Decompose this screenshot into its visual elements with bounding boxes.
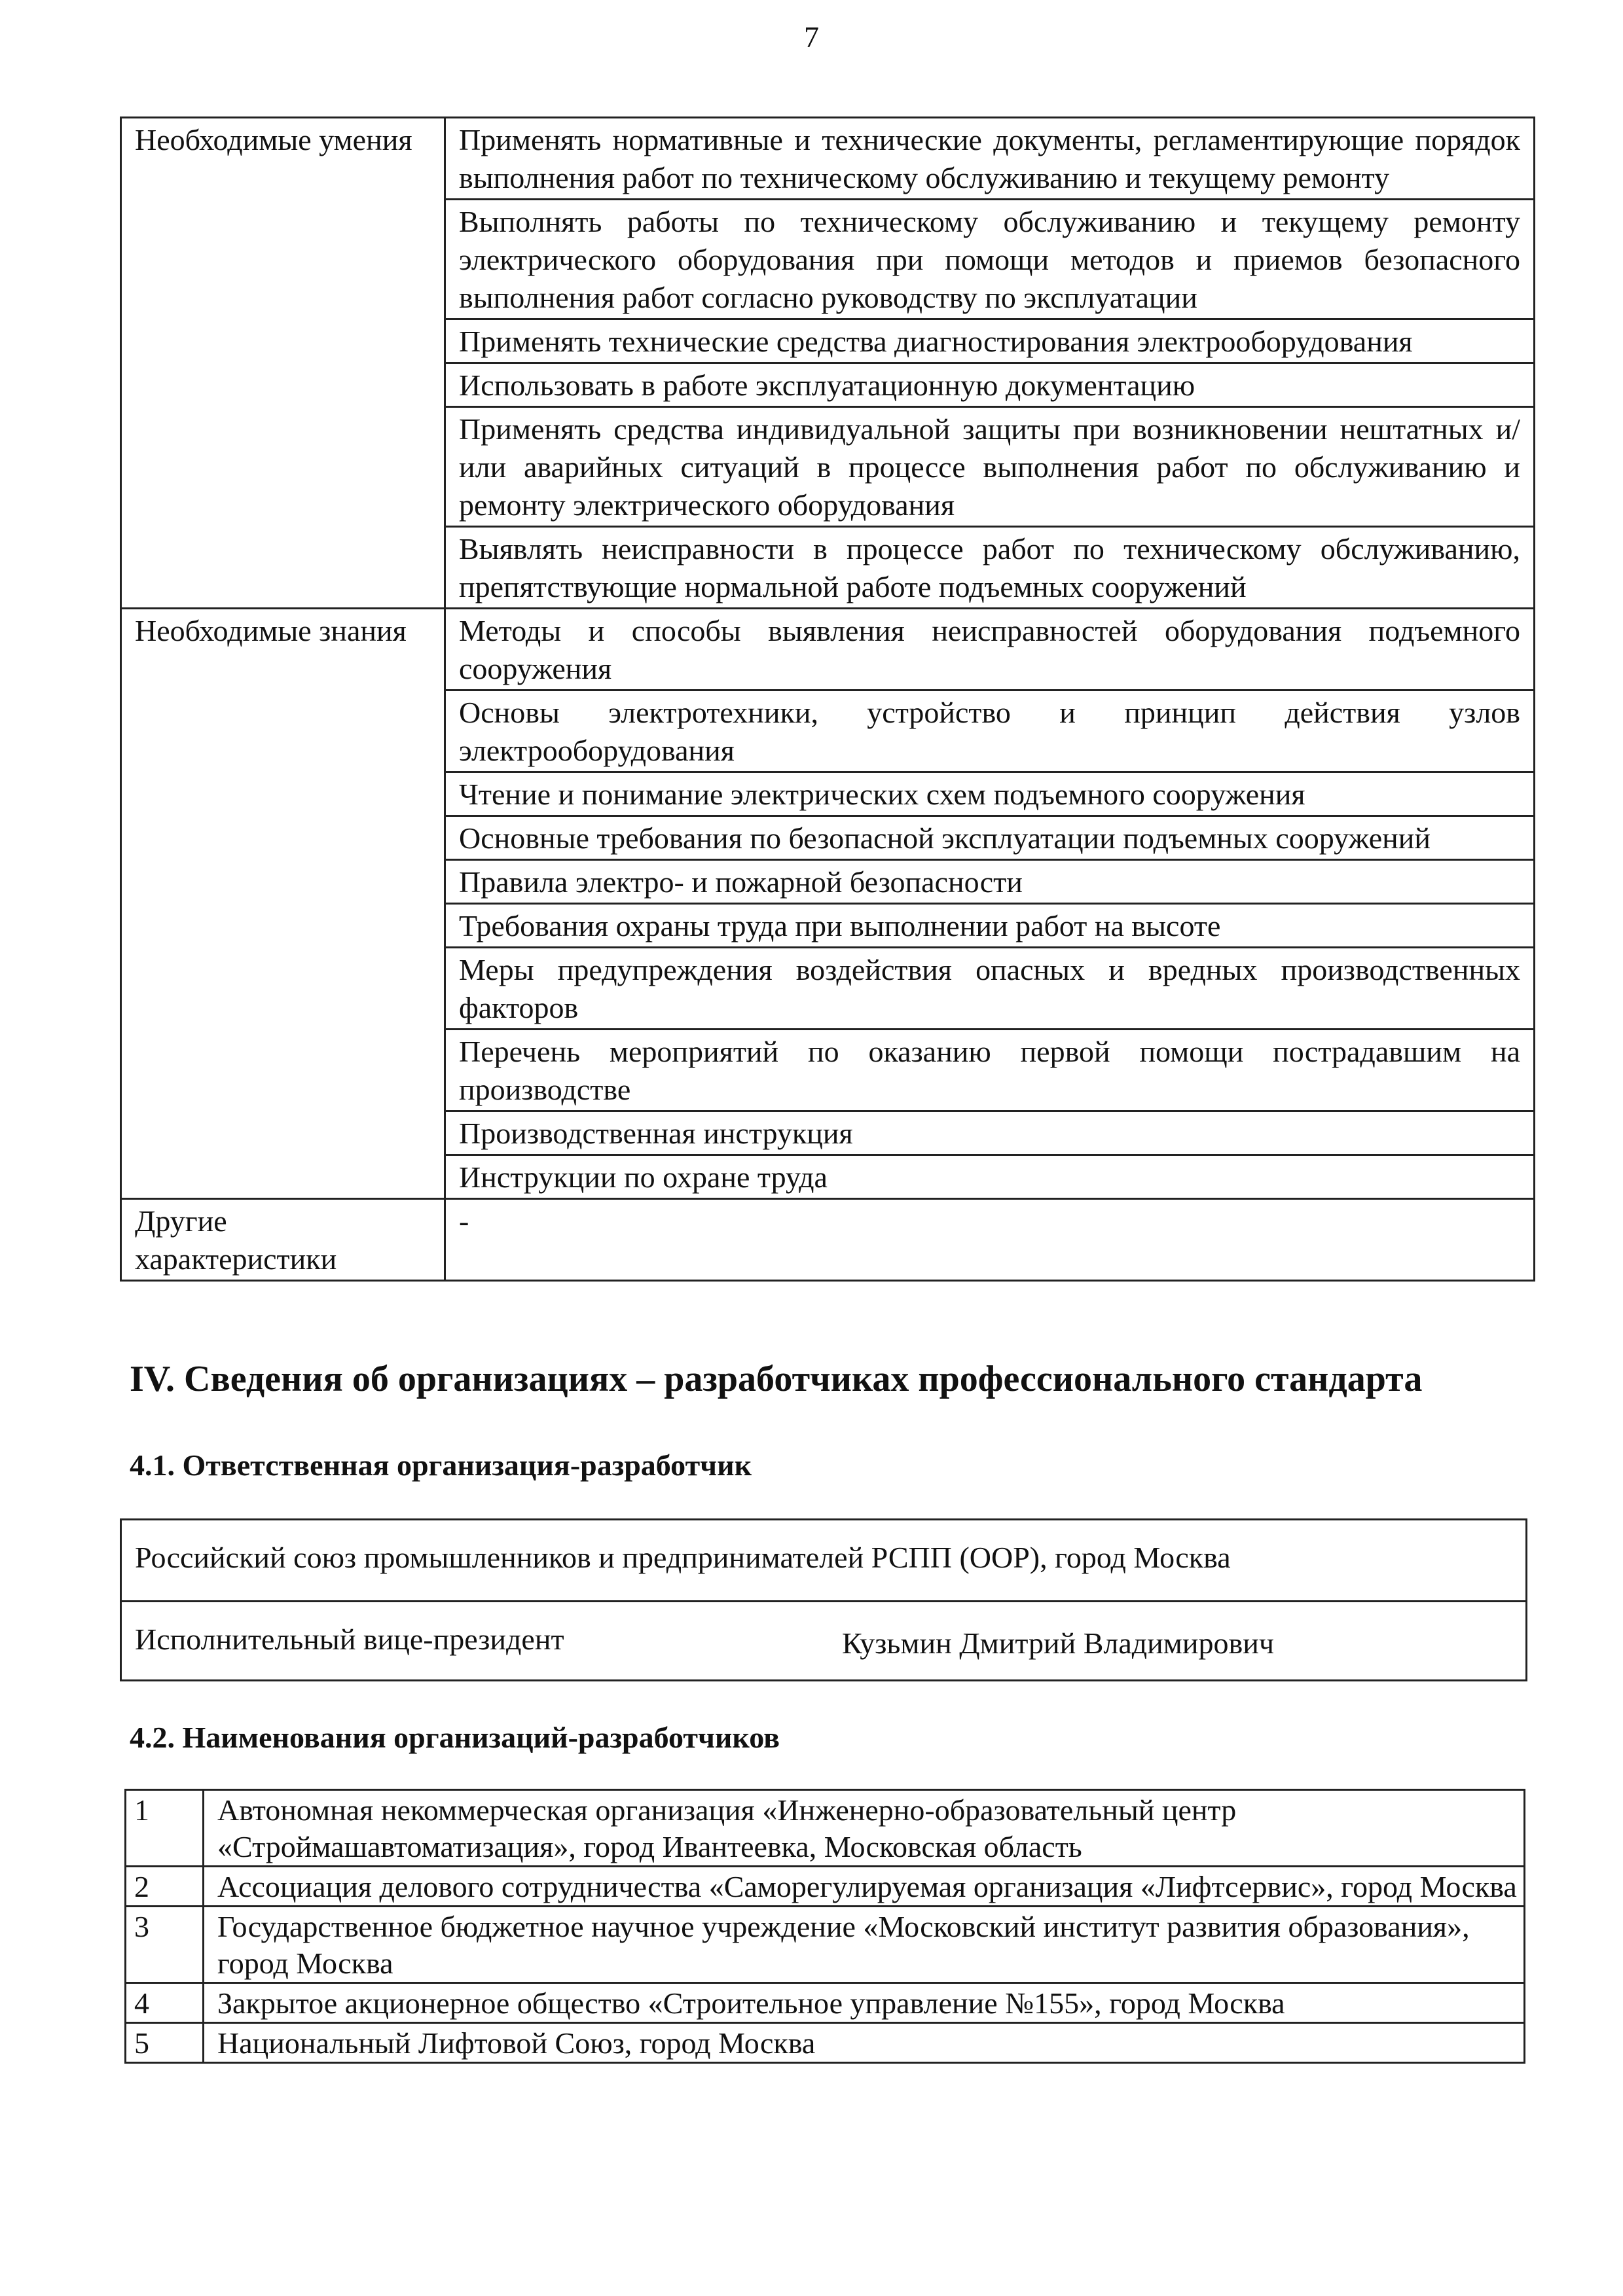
knowledge-item: Чтение и понимание электрических схем подъемного сооружения	[445, 772, 1535, 816]
developer-number: 4	[126, 1983, 204, 2023]
responsible-org-name: Российский союз промышленников и предпринимателей РСПП (ООР), город Москва	[135, 1541, 1231, 1574]
knowledge-item: Инструкции по охране труда	[445, 1155, 1535, 1199]
row-label-knowledge: Необходимые знания	[121, 609, 445, 1199]
developer-name: Государственное бюджетное научное учреждение «Московский институт развития образования», город Москва	[204, 1907, 1525, 1983]
table-row	[126, 2023, 1525, 2063]
skill-item: Применять нормативные и технические документы, регламентирующие порядок выполнения работ по техническому обслуживанию и текущему ремонту	[445, 118, 1535, 200]
table-row	[121, 609, 1535, 691]
skill-item: Применять технические средства диагностирования электрооборудования	[445, 319, 1535, 363]
page-number: 7	[804, 20, 819, 54]
skills-knowledge-table	[120, 117, 1535, 1282]
signatory-position: Исполнительный вице-президент	[135, 1623, 564, 1656]
skill-item: Использовать в работе эксплуатационную документацию	[445, 363, 1535, 407]
knowledge-item: Основные требования по безопасной эксплуатации подъемных сооружений	[445, 816, 1535, 860]
knowledge-item: Правила электро- и пожарной безопасности	[445, 860, 1535, 904]
knowledge-item: Требования охраны труда при выполнении работ на высоте	[445, 904, 1535, 948]
signatory-name: Кузьмин Дмитрий Владимирович	[842, 1626, 1274, 1660]
table-row	[126, 1790, 1525, 1867]
developer-name: Автономная некоммерческая организация «Инженерно-образовательный центр «Строймашавтоматизация», город Ивантеевка, Московская область	[204, 1790, 1525, 1867]
developer-name: Национальный Лифтовой Союз, город Москва	[204, 2023, 1525, 2063]
responsible-org-row	[122, 1520, 1525, 1600]
table-row	[126, 1983, 1525, 2023]
developer-number: 5	[126, 2023, 204, 2063]
section-title: IV. Сведения об организациях – разработчиках профессионального стандарта	[130, 1359, 1423, 1399]
row-label-other: Другие характеристики	[121, 1199, 445, 1281]
table-row	[126, 1867, 1525, 1907]
knowledge-item: Перечень мероприятий по оказанию первой помощи пострадавшим на производстве	[445, 1030, 1535, 1111]
subsection-title-4-2: 4.2. Наименования организаций-разработчиков	[130, 1721, 780, 1754]
table-row	[121, 1199, 1535, 1281]
developer-number: 2	[126, 1867, 204, 1907]
knowledge-item: Методы и способы выявления неисправностей оборудования подъемного сооружения	[445, 609, 1535, 691]
skill-item: Применять средства индивидуальной защиты при возникновении нештатных и/или аварийных ситуаций в процессе выполнения работ по обслуживанию и ремонту электрического оборудования	[445, 407, 1535, 527]
knowledge-item: Основы электротехники, устройство и принцип действия узлов электрооборудования	[445, 691, 1535, 772]
row-label-skills: Необходимые умения	[121, 118, 445, 609]
developer-name: Закрытое акционерное общество «Строительное управление №155», город Москва	[204, 1983, 1525, 2023]
other-item: -	[445, 1199, 1535, 1281]
developer-number: 3	[126, 1907, 204, 1983]
skill-item: Выявлять неисправности в процессе работ по техническому обслуживанию, препятствующие нормальной работе подъемных сооружений	[445, 527, 1535, 609]
skill-item: Выполнять работы по техническому обслуживанию и текущему ремонту электрического оборудования при помощи методов и приемов безопасного выполнения работ согласно руководству по эксплуатации	[445, 200, 1535, 319]
developers-table	[124, 1789, 1525, 2064]
developer-name: Ассоциация делового сотрудничества «Саморегулируемая организация «Лифтсервис», город Москва	[204, 1867, 1525, 1907]
knowledge-item: Производственная инструкция	[445, 1111, 1535, 1155]
signatory-row	[122, 1600, 1525, 1679]
developer-number: 1	[126, 1790, 204, 1867]
subsection-title-4-1: 4.1. Ответственная организация-разработчик	[130, 1448, 752, 1482]
table-row	[121, 118, 1535, 200]
knowledge-item: Меры предупреждения воздействия опасных и вредных производственных факторов	[445, 948, 1535, 1030]
table-row	[126, 1907, 1525, 1983]
responsible-org-box	[120, 1518, 1527, 1681]
